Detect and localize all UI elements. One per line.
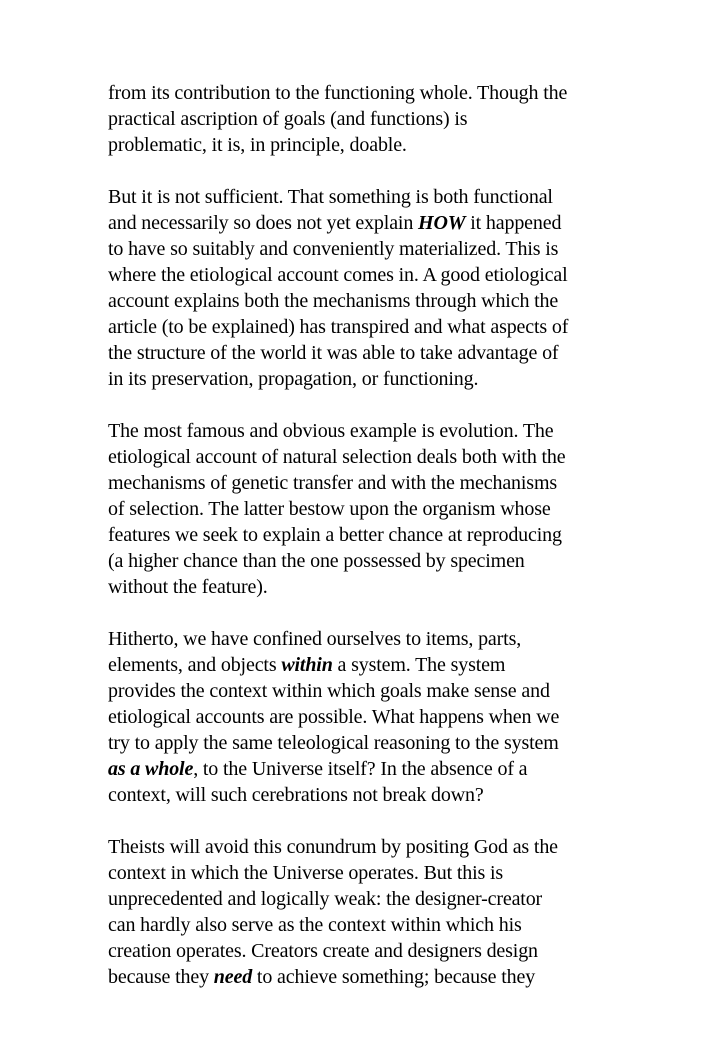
text-run: , to the Universe itself? In the absence of a [193, 758, 528, 780]
text-run: because they [108, 966, 214, 988]
text-run: in its preservation, propagation, or functioning. [108, 368, 479, 390]
text-line [108, 912, 628, 938]
text-run: can hardly also serve as the context within which his [108, 914, 522, 936]
text-run: provides the context within which goals make sense and [108, 680, 550, 702]
text-run: and necessarily so does not yet explain [108, 212, 419, 234]
text-line [108, 834, 628, 860]
emphasized-text: need [213, 966, 253, 988]
text-run: a system. The system [332, 654, 506, 676]
text-line [108, 782, 628, 808]
emphasized-text: HOW [418, 212, 466, 234]
text-run: the structure of the world it was able to take advantage of [108, 342, 559, 364]
text-run: etiological account of natural selection deals both with the [108, 446, 566, 468]
text-run: context in which the Universe operates. But this is [108, 862, 504, 884]
text-run: creation operates. Creators create and designers design [108, 940, 538, 962]
text-run: unprecedented and logically weak: the designer-creator [108, 888, 543, 910]
text-run: of selection. The latter bestow upon the organism whose [108, 498, 551, 520]
text-line [108, 314, 628, 340]
text-run: (a higher chance than the one possessed by specimen [108, 550, 525, 572]
text-line [108, 288, 628, 314]
text-run: mechanisms of genetic transfer and with the mechanisms [108, 472, 557, 494]
text-line [108, 418, 628, 444]
text-line [108, 678, 628, 704]
text-run: problematic, it is, in principle, doable. [108, 134, 407, 156]
text-run: where the etiological account comes in. A good etiological [108, 264, 568, 286]
text-line [108, 106, 628, 132]
text-line [108, 626, 628, 652]
text-run: etiological accounts are possible. What happens when we [108, 706, 560, 728]
document-page [108, 80, 628, 1016]
text-line [108, 236, 628, 262]
paragraph [108, 834, 628, 990]
text-run: The most famous and obvious example is evolution. The [108, 420, 554, 442]
text-line [108, 262, 628, 288]
text-run: account explains both the mechanisms through which the [108, 290, 559, 312]
text-run: from its contribution to the functioning whole. Though the [108, 82, 568, 104]
text-run: it happened [465, 212, 562, 234]
text-line [108, 730, 628, 756]
text-line [108, 132, 628, 158]
paragraph [108, 418, 628, 600]
text-run: try to apply the same teleological reasoning to the system [108, 732, 559, 754]
paragraph [108, 184, 628, 392]
text-run: without the feature). [108, 576, 268, 598]
paragraph [108, 80, 628, 158]
text-run: Hitherto, we have confined ourselves to items, parts, [108, 628, 522, 650]
text-line [108, 574, 628, 600]
emphasized-text: within [281, 654, 333, 676]
text-run: to achieve something; because they [252, 966, 536, 988]
text-line [108, 470, 628, 496]
text-line [108, 522, 628, 548]
text-run: features we seek to explain a better chance at reproducing [108, 524, 562, 546]
text-run: context, will such cerebrations not break down? [108, 784, 484, 806]
text-line [108, 704, 628, 730]
emphasized-text: as a whole [108, 758, 194, 780]
text-run: to have so suitably and conveniently materialized. This is [108, 238, 559, 260]
text-run: article (to be explained) has transpired and what aspects of [108, 316, 569, 338]
text-line [108, 886, 628, 912]
text-line [108, 496, 628, 522]
text-line [108, 366, 628, 392]
paragraph [108, 626, 628, 808]
text-line [108, 938, 628, 964]
text-line [108, 860, 628, 886]
text-line [108, 444, 628, 470]
text-line [108, 964, 628, 990]
text-line [108, 548, 628, 574]
text-run: elements, and objects [108, 654, 282, 676]
text-line [108, 210, 628, 236]
text-line [108, 184, 628, 210]
text-run: But it is not sufficient. That something is both functional [108, 186, 553, 208]
text-line [108, 756, 628, 782]
text-line [108, 652, 628, 678]
text-run: practical ascription of goals (and functions) is [108, 108, 468, 130]
text-line [108, 80, 628, 106]
text-run: Theists will avoid this conundrum by positing God as the [108, 836, 558, 858]
text-line [108, 340, 628, 366]
